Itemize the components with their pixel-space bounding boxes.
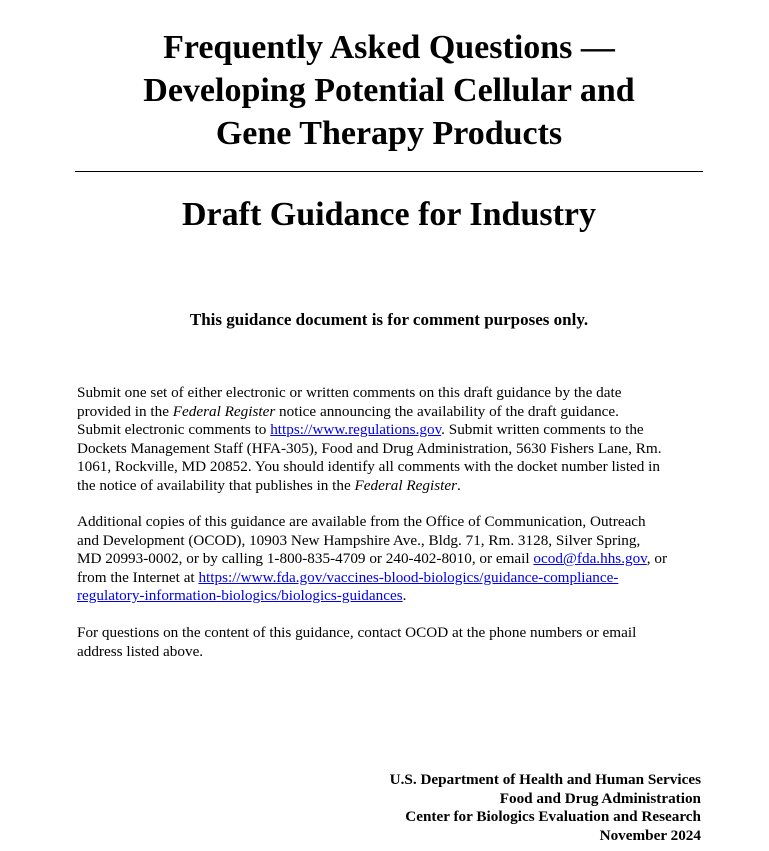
comments-line-5: 1061, Rockville, MD 20852. You should identify all comments with the docket number listed in [77, 458, 660, 476]
comments-line-4: Dockets Management Staff (HFA-305), Food and Drug Administration, 5630 Fishers Lane, Rm. [77, 439, 662, 457]
agency-footer [390, 771, 701, 845]
comments-line-2 [77, 403, 707, 422]
text-segment: notice announcing the availability of the draft guidance. [275, 402, 619, 420]
title-line-2: Developing Potential Cellular and [143, 72, 635, 109]
questions-line-1: For questions on the content of this guidance, contact OCOD at the phone numbers or email [77, 624, 637, 641]
text-segment: . [402, 587, 407, 605]
text-segment: , or [646, 550, 668, 568]
regulations-gov-link[interactable]: https://www.regulations.gov [270, 421, 442, 439]
federal-register-italic: Federal Register [172, 402, 276, 420]
questions-paragraph [77, 624, 707, 661]
copies-line-4 [77, 569, 707, 588]
comments-line-3 [77, 421, 707, 440]
copies-line-3 [77, 550, 707, 569]
footer-date: November 2024 [599, 826, 701, 844]
text-segment: . [457, 476, 461, 494]
comments-line-6 [77, 477, 707, 496]
fda-guidances-link-part-2[interactable]: regulatory-information-biologics/biologics-guidances [77, 587, 403, 605]
text-segment: provided in the [77, 402, 173, 420]
document-title [60, 26, 718, 155]
copies-line-1: Additional copies of this guidance are available from the Office of Communication, Outreach [77, 513, 646, 530]
text-segment: the notice of availability that publishes in the [77, 476, 355, 494]
comments-paragraph [77, 384, 707, 496]
ocod-email-link[interactable]: ocod@fda.hhs.gov [533, 550, 647, 568]
text-segment: from the Internet at [77, 568, 199, 586]
footer-department: U.S. Department of Health and Human Services [389, 771, 701, 788]
comments-line-1: Submit one set of either electronic or written comments on this draft guidance by the date [77, 384, 622, 401]
title-line-3: Gene Therapy Products [215, 115, 563, 152]
copies-line-2: and Development (OCOD), 10903 New Hampshire Ave., Bldg. 71, Rm. 3128, Silver Spring, [77, 531, 641, 549]
text-segment: Submit electronic comments to [77, 421, 271, 439]
footer-agency: Food and Drug Administration [499, 789, 701, 807]
footer-center: Center for Biologics Evaluation and Research [405, 808, 701, 826]
copies-line-5 [77, 587, 707, 606]
title-divider [75, 171, 703, 172]
fda-guidances-link-part-1[interactable]: https://www.fda.gov/vaccines-blood-biologics/guidance-compliance- [198, 568, 619, 586]
federal-register-italic: Federal Register [354, 476, 458, 494]
text-segment: MD 20993-0002, or by calling 1-800-835-4709 or 240-402-8010, or email [77, 550, 534, 568]
questions-line-2: address listed above. [77, 642, 204, 660]
text-segment: . Submit written comments to the [441, 421, 644, 439]
title-line-1: Frequently Asked Questions — [163, 29, 615, 66]
copies-paragraph [77, 513, 707, 606]
document-subtitle: Draft Guidance for Industry [182, 196, 596, 233]
comment-notice: This guidance document is for comment purposes only. [189, 310, 589, 329]
